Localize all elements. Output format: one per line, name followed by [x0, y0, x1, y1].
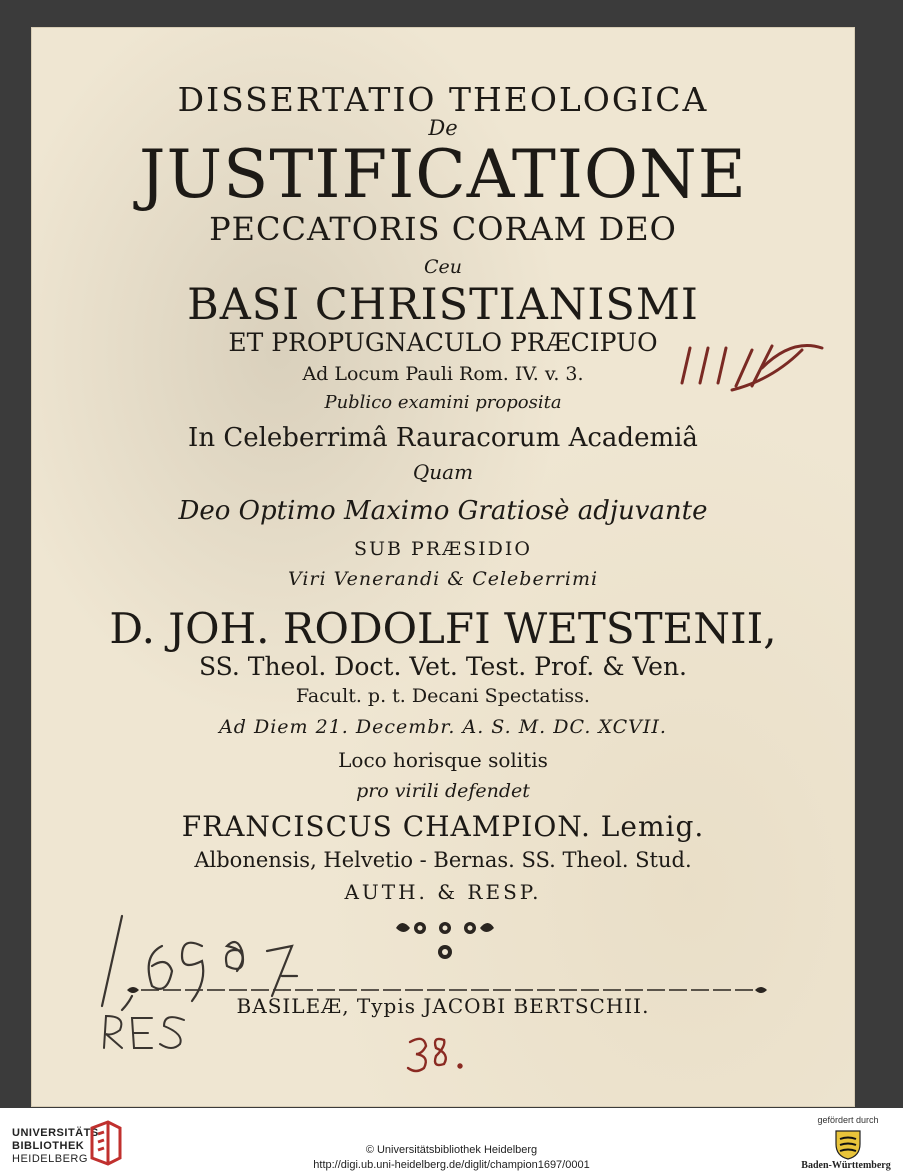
faculty-line: Facult. p. t. Decani Spectatiss.: [296, 685, 590, 707]
subtitle-peccatoris: PECCATORIS CORAM DEO: [209, 210, 677, 248]
academy-line: In Celeberrimâ Rauracorum Academiâ: [188, 423, 698, 453]
quam-line: Quam: [412, 460, 474, 484]
funded-by-label: gefördert durch: [817, 1115, 879, 1125]
imprint-line: BASILEÆ, Typis JACOBI BERTSCHII.: [236, 994, 650, 1018]
respondent-name: FRANCISCUS CHAMPION. Lemig.: [181, 810, 705, 843]
shelfmark-handwriting: [92, 896, 352, 1016]
auth-resp: AUTH. & RESP.: [344, 880, 542, 904]
dissertation-heading: DISSERTATIO THEOLOGICA: [177, 80, 709, 119]
main-title: JUSTIFICATIONE: [139, 136, 747, 213]
funder-name: Baden-Württemberg: [801, 1160, 891, 1171]
number-handwriting: [402, 1028, 472, 1078]
copyright-text: © Universitätsbibliothek Heidelberg: [365, 1144, 538, 1156]
respondent-origin: Albonensis, Helvetio - Bernas. SS. Theol. Stud.: [194, 848, 692, 872]
connector-de: De: [428, 116, 458, 140]
library-name-line1: UNIVERSITÄTS-: [12, 1127, 103, 1139]
subtitle-basi: BASI CHRISTIANISMI: [187, 280, 699, 330]
loco-line: Loco horisque solitis: [338, 748, 548, 772]
state-crest-icon: [833, 1128, 863, 1160]
library-name-line2: BIBLIOTHEK: [12, 1140, 85, 1152]
fleuron-ornament: [435, 942, 455, 962]
title-page: [32, 28, 854, 1106]
handwritten-mark: [672, 328, 832, 408]
connector-ceu: Ceu: [423, 256, 463, 278]
defendet-line: pro virili defendet: [356, 780, 530, 802]
res-handwriting: [94, 1008, 204, 1058]
scripture-reference: Ad Locum Pauli Rom. IV. v. 3.: [302, 363, 584, 385]
viri-line: Viri Venerandi & Celeberrimi: [287, 568, 599, 590]
deo-line: Deo Optimo Maximo Gratiosè adjuvante: [178, 496, 708, 526]
praeses-title: SS. Theol. Doct. Vet. Test. Prof. & Ven.: [198, 652, 688, 681]
publico-line: Publico examini proposita: [324, 392, 562, 413]
praesidio-line: SUB PRÆSIDIO: [354, 538, 532, 560]
library-name-line3: HEIDELBERG: [12, 1153, 88, 1165]
subtitle-propugnaculo: ET PROPUGNACULO PRÆCIPUO: [228, 328, 658, 357]
date-line: Ad Diem 21. Decembr. A. S. M. DC. XCVII.: [219, 716, 667, 738]
fleuron-ornament-row: [390, 916, 500, 940]
praeses-name: D. JOH. RODOLFI WETSTENII,: [109, 604, 777, 653]
document-url[interactable]: http://digi.ub.uni-heidelberg.de/diglit/champion1697/0001: [313, 1159, 590, 1171]
